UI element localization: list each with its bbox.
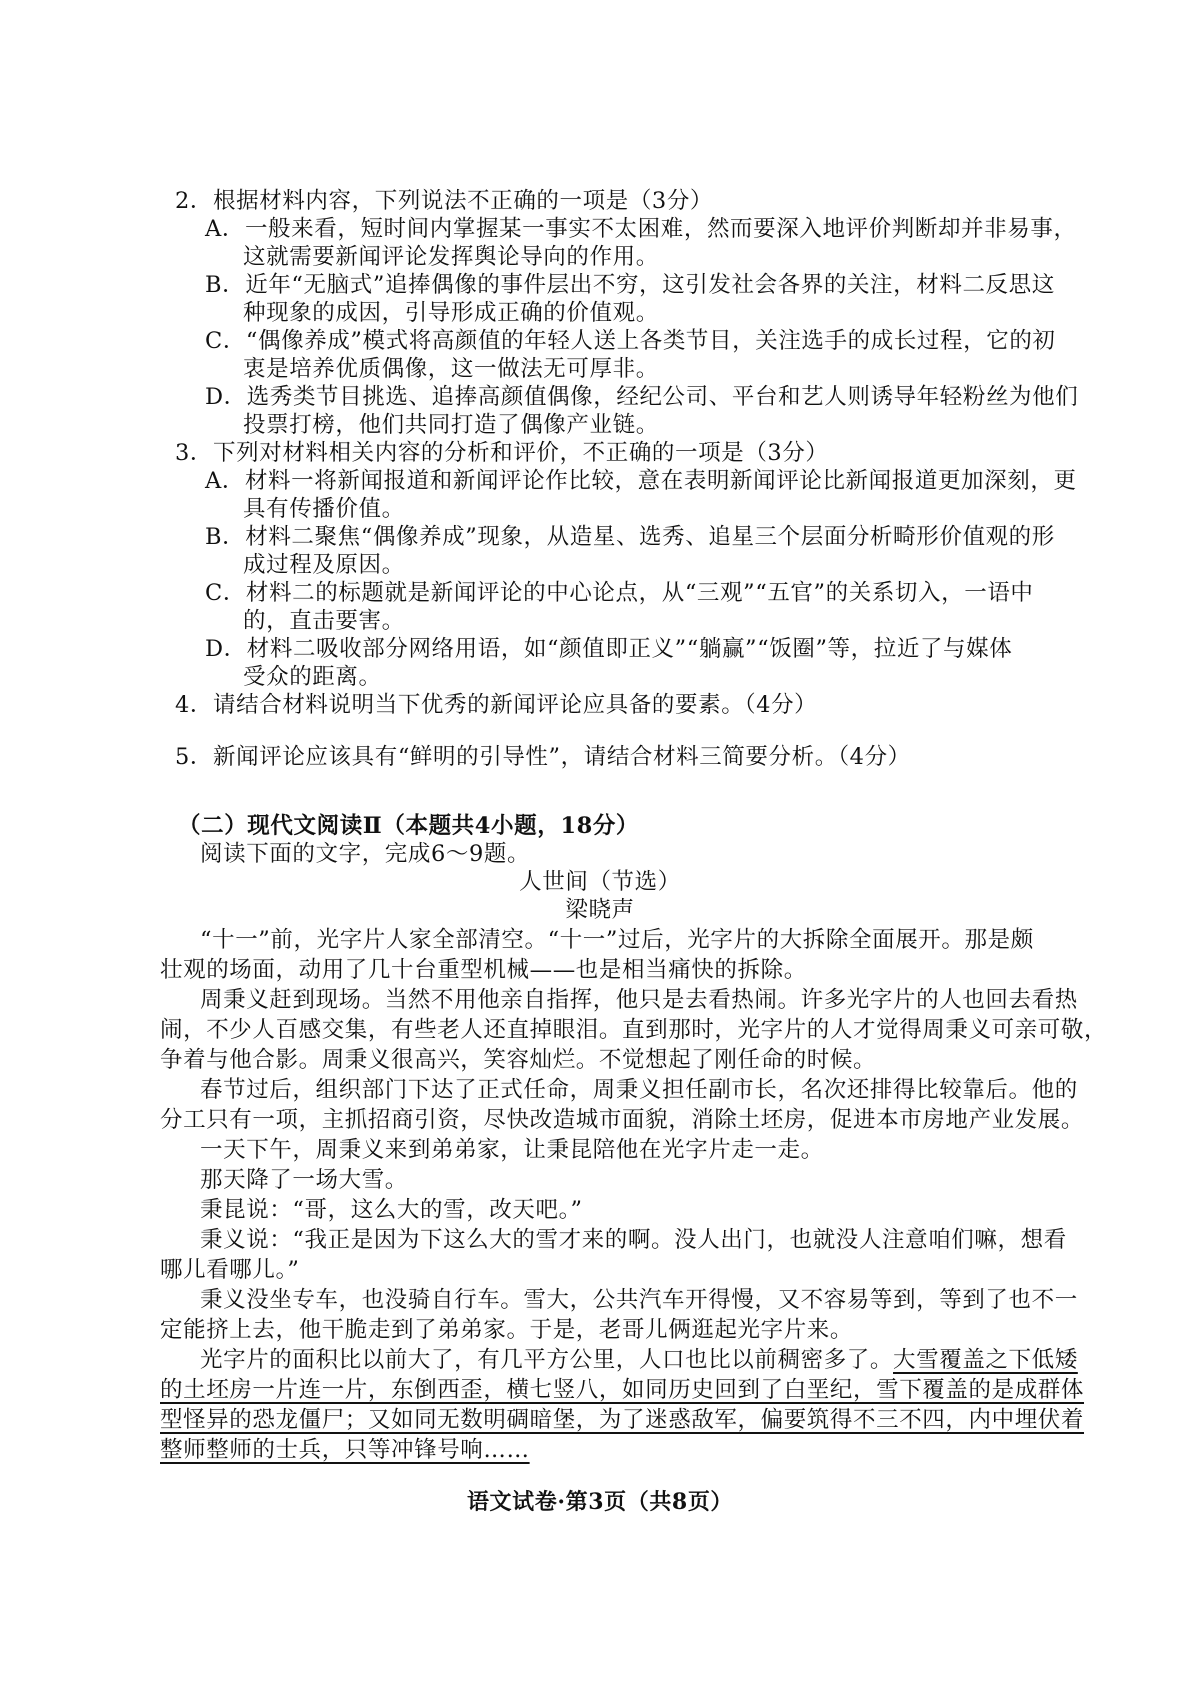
q3-option-b-line2: 成过程及原因。 [243, 552, 405, 578]
q3-option-a-line2: 具有传播价值。 [243, 496, 405, 522]
passage-line: 哪儿看哪儿。” [160, 1257, 300, 1283]
q2-option-c-line1: C．“偶像养成”模式将高颜值的年轻人送上各类节目，关注选手的成长过程，它的初 [205, 328, 1056, 354]
question-4: 4．请结合材料说明当下优秀的新闻评论应具备的要素。（4分） [175, 692, 818, 718]
question-5: 5．新闻评论应该具有“鲜明的引导性”，请结合材料三简要分析。（4分） [175, 744, 911, 770]
q2-option-a-line2: 这就需要新闻评论发挥舆论导向的作用。 [243, 244, 659, 270]
q3-option-c-line1: C．材料二的标题就是新闻评论的中心论点，从“三观”“五官”的关系切入，一语中 [205, 580, 1034, 606]
passage-title: 人世间（节选） [519, 869, 681, 895]
passage-line: 定能挤上去，他干脆走到了弟弟家。于是，老哥儿俩逛起光字片来。 [160, 1317, 854, 1343]
q2-option-d-line2: 投票打榜，他们共同打造了偶像产业链。 [243, 412, 659, 438]
q2-option-c-line2: 衷是培养优质偶像，这一做法无可厚非。 [243, 356, 659, 382]
passage-line: 壮观的场面，动用了几十台重型机械——也是相当痛快的拆除。 [160, 957, 807, 983]
passage-line: 那天降了一场大雪。 [200, 1167, 408, 1193]
underlined-text: 型怪异的恐龙僵尸；又如同无数明碉暗堡，为了迷惑敌军，偏要筑得不三不四，内中埋伏着 [160, 1407, 1085, 1433]
question-3-stem: 3．下列对材料相关内容的分析和评价，不正确的一项是（3分） [175, 440, 829, 466]
q3-option-d-line2: 受众的距离。 [243, 664, 382, 690]
passage-line: 闹，不少人百感交集，有些老人还直掉眼泪。直到那时，光字片的人才觉得周秉义可亲可敬， [160, 1017, 1108, 1043]
q2-option-b-line2: 种现象的成因，引导形成正确的价值观。 [243, 300, 659, 326]
underlined-text: 的土坯房一片连一片，东倒西歪，横七竖八，如同历史回到了白垩纪，雪下覆盖的是成群体 [160, 1377, 1085, 1403]
passage-line: “十一”前，光字片人家全部清空。“十一”过后，光字片的大拆除全面展开。那是颇 [200, 927, 1034, 953]
q3-option-d-line1: D．材料二吸收部分网络用语，如“颜值即正义”“躺赢”“饭圈”等，拉近了与媒体 [205, 636, 1013, 662]
q2-option-d-line1: D．选秀类节目挑选、追捧高颜值偶像，经纪公司、平台和艺人则诱导年轻粉丝为他们 [205, 384, 1079, 410]
q2-option-a-line1: A．一般来看，短时间内掌握某一事实不太困难，然而要深入地评价判断却并非易事， [205, 216, 1077, 242]
passage-line: 春节过后，组织部门下达了正式任命，周秉义担任副市长，名次还排得比较靠后。他的 [200, 1077, 1078, 1103]
underlined-text: 大雪覆盖之下低矮 [893, 1347, 1078, 1373]
passage-line: 周秉义赶到现场。当然不用他亲自指挥，他只是去看热闹。许多光字片的人也回去看热 [200, 987, 1078, 1013]
page-footer: 语文试卷·第3页（共8页） [466, 1489, 734, 1515]
passage-line: 一天下午，周秉义来到弟弟家，让秉昆陪他在光字片走一走。 [200, 1137, 824, 1163]
section-instruction: 阅读下面的文字，完成6～9题。 [200, 841, 531, 867]
passage-line: 秉昆说：“哥，这么大的雪，改天吧。” [200, 1197, 583, 1223]
q2-option-b-line1: B．近年“无脑式”追捧偶像的事件层出不穷，这引发社会各界的关注，材料二反思这 [205, 272, 1055, 298]
passage-line: 秉义说：“我正是因为下这么大的雪才来的啊。没人出门，也就没人注意咱们嘛，想看 [200, 1227, 1067, 1253]
q3-option-a-line1: A．材料一将新闻报道和新闻评论作比较，意在表明新闻评论比新闻报道更加深刻，更 [205, 468, 1077, 494]
underlined-text: 整师整师的士兵，只等冲锋号响…… [160, 1437, 530, 1463]
question-2-stem: 2．根据材料内容，下列说法不正确的一项是（3分） [175, 188, 714, 214]
passage-line: 秉义没坐专车，也没骑自行车。雪大，公共汽车开得慢，又不容易等到，等到了也不一 [200, 1287, 1078, 1313]
passage-line: 分工只有一项，主抓招商引资，尽快改造城市面貌，消除土坯房，促进本市房地产业发展。 [160, 1107, 1085, 1133]
passage-author: 梁晓声 [565, 897, 635, 923]
passage-last-line1 [200, 1346, 1078, 1374]
section-heading: （二）现代文阅读Ⅱ（本题共4小题，18分） [178, 813, 640, 839]
q3-option-b-line1: B．材料二聚焦“偶像养成”现象，从造星、选秀、追星三个层面分析畸形价值观的形 [205, 524, 1055, 550]
q3-option-c-line2: 的，直击要害。 [243, 608, 405, 634]
passage-line: 争着与他合影。周秉义很高兴，笑容灿烂。不觉想起了刚任命的时候。 [160, 1047, 877, 1073]
passage-plain-text: 光字片的面积比以前大了，有几平方公里，人口也比以前稠密多了。 [200, 1347, 894, 1373]
